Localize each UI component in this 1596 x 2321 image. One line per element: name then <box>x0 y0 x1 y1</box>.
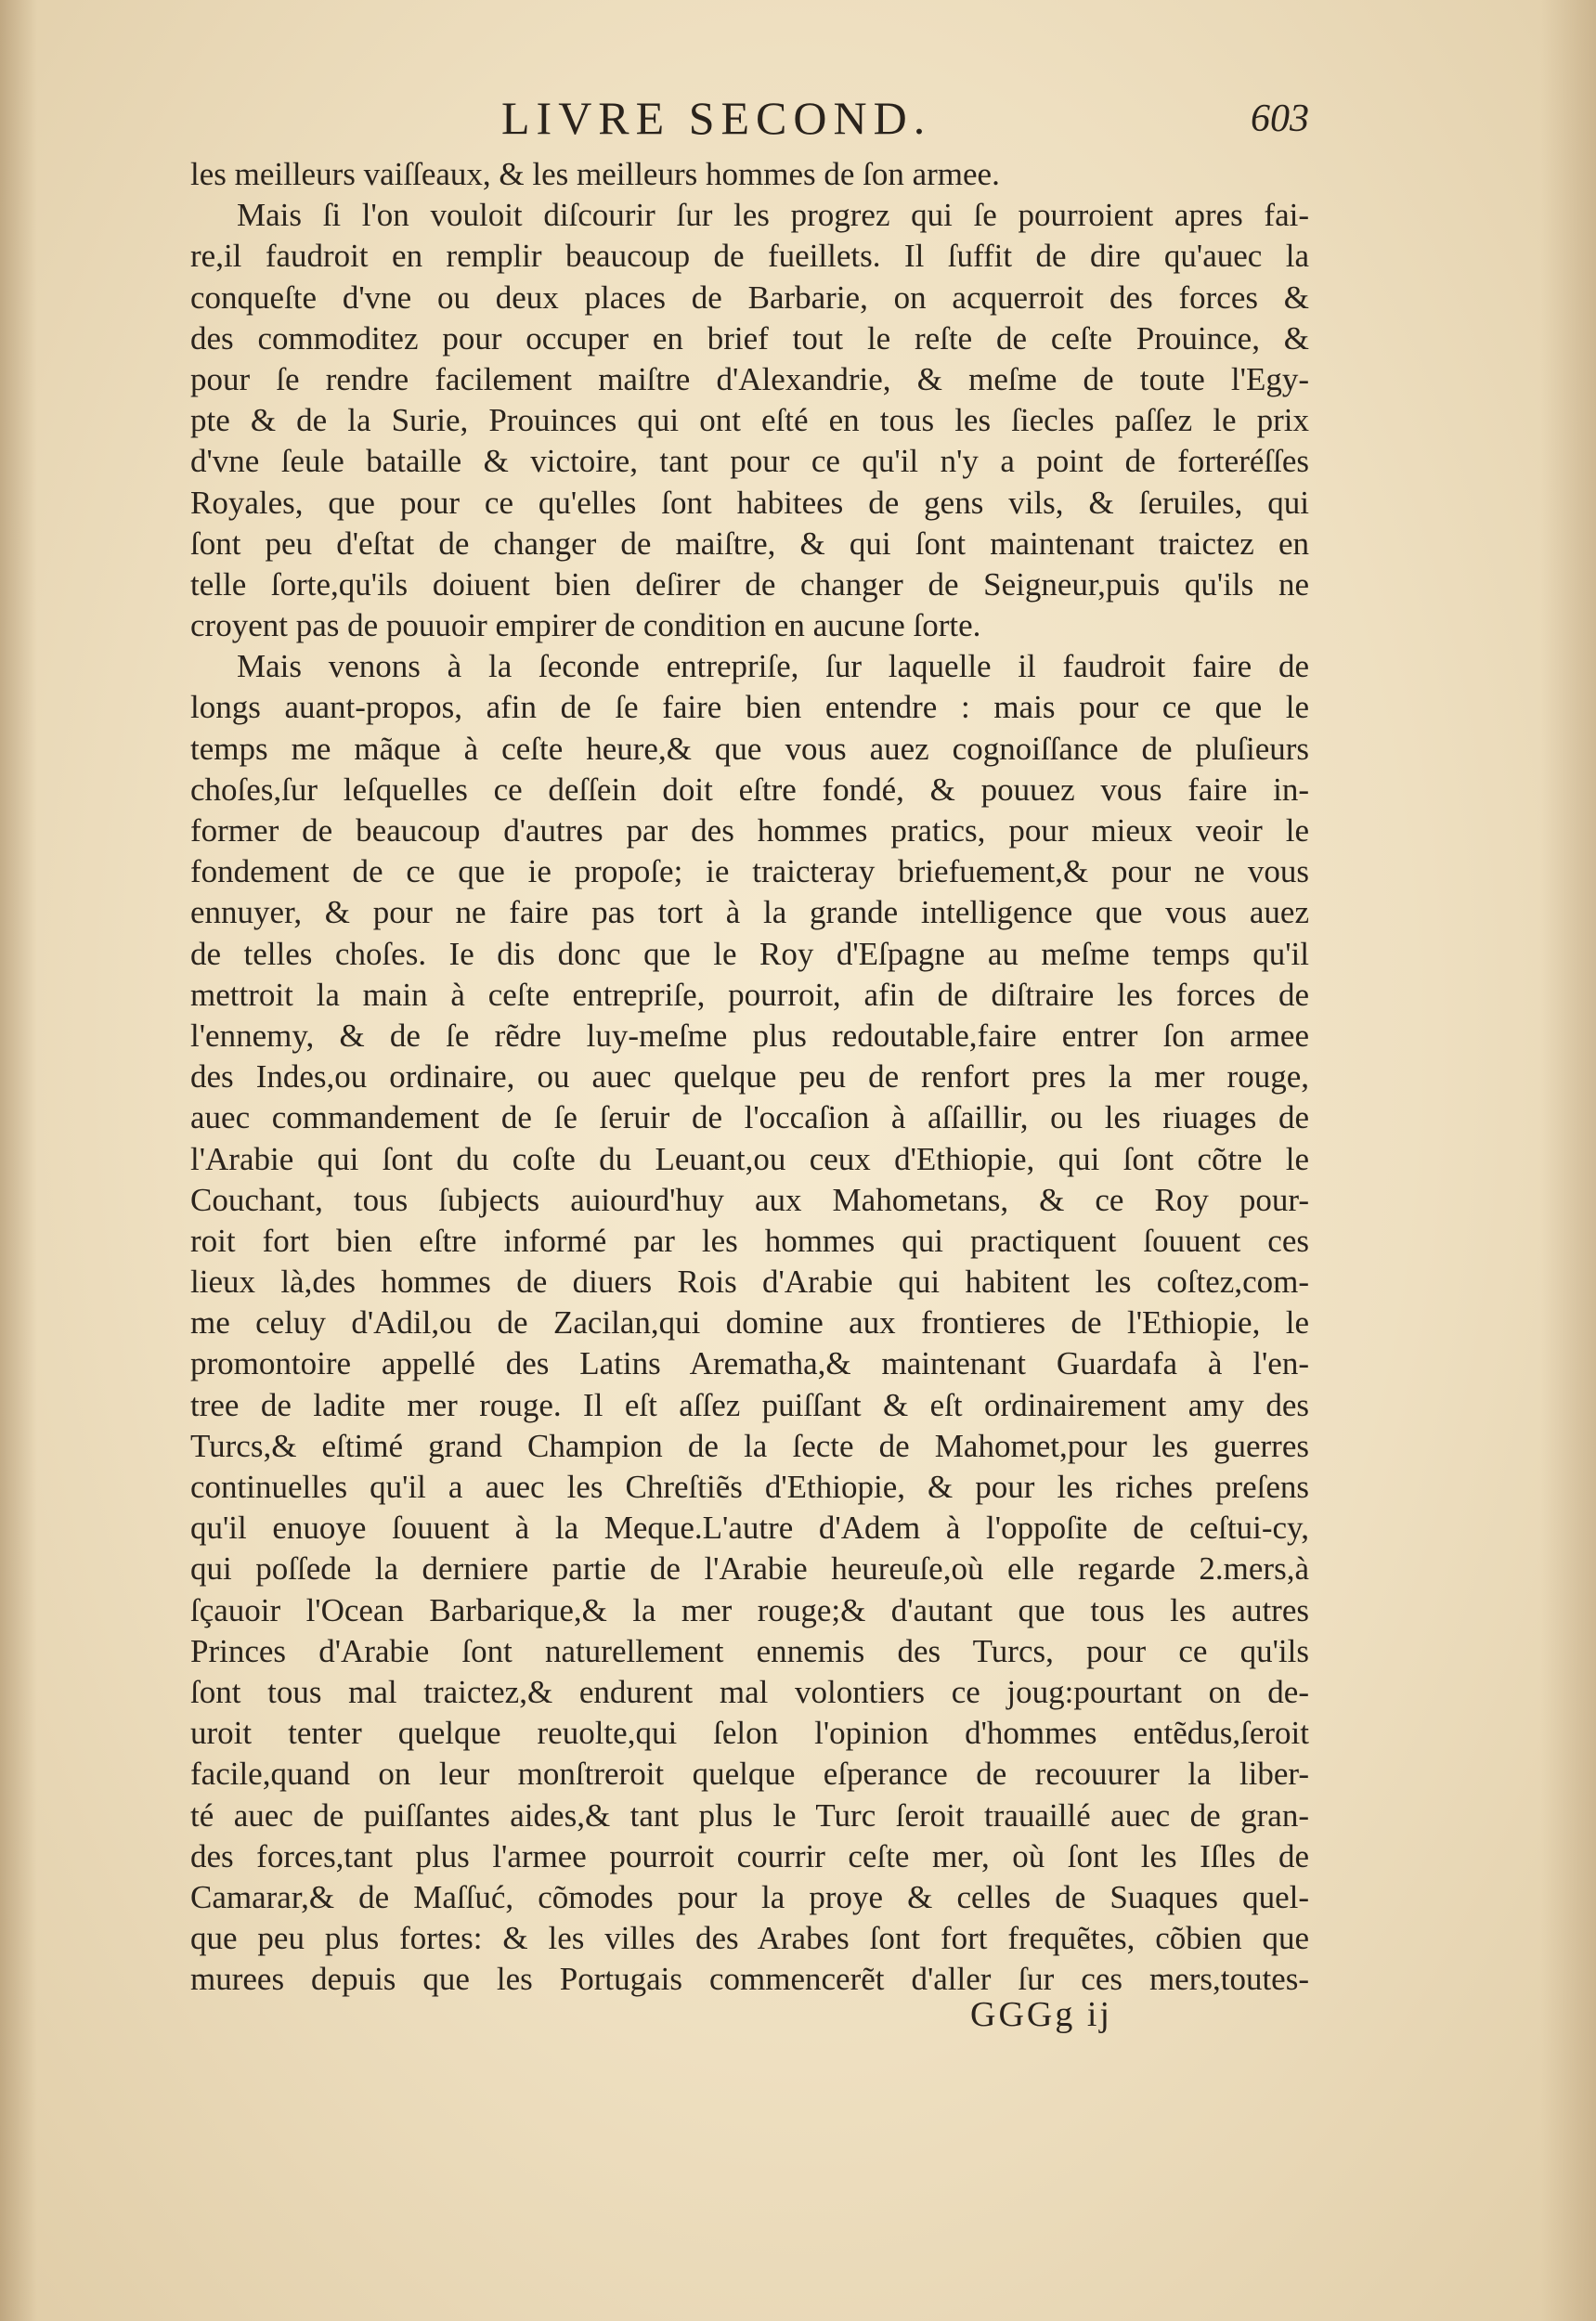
text-line: uroit tenter quelque reuolte,qui ſelon l'opinion d'hommes entẽdus,ſeroit <box>190 1715 1309 1752</box>
text-line: lieux là,des hommes de diuers Rois d'Arabie qui habitent les coſtez,com- <box>190 1264 1309 1301</box>
text-line: pte & de la Surie, Prouinces qui ont eſté en tous les ſiecles paſſez le prix <box>190 402 1309 439</box>
text-line: choſes,ſur leſquelles ce deſſein doit eſtre fondé, & pouuez vous faire in- <box>190 771 1309 808</box>
text-line: auec commandement de ſe ſeruir de l'occaſion à aſſaillir, ou les riuages de <box>190 1099 1309 1136</box>
text-line: Camarar,& de Maſſuć, cõmodes pour la proye & celles de Suaques quel- <box>190 1878 1309 1915</box>
text-line: telle ſorte,qu'ils doiuent bien deſirer de changer de Seigneur,puis qu'ils ne <box>190 565 1309 603</box>
text-line: continuelles qu'il a auec les Chreſtiẽs d'Ethiopie, & pour les riches preſens <box>190 1469 1309 1505</box>
signature-mark: GGGg ij <box>970 1995 1112 2034</box>
text-line: pour ſe rendre facilement maiſtre d'Alexandrie, & meſme de toute l'Egy- <box>190 360 1309 397</box>
text-line: conqueſte d'vne ou deux places de Barbarie, on acquerroit des forces & <box>190 279 1309 316</box>
text-line: Turcs,& eſtimé grand Champion de la ſecte de Mahomet,pour les guerres <box>190 1427 1309 1464</box>
text-line: mettroit la main à ceſte entrepriſe, pourroit, afin de diſtraire les forces de <box>190 976 1309 1013</box>
text-line: fondement de ce que ie propoſe; ie traicteray briefuement,& pour ne vous <box>190 853 1309 890</box>
text-line: l'Arabie qui ſont du coſte du Leuant,ou ceux d'Ethiopie, qui ſont cõtre le <box>190 1140 1309 1177</box>
text-line: longs auant-propos, afin de ſe faire bien entendre : mais pour ce que le <box>190 689 1309 726</box>
text-line: té auec de puiſſantes aides,& tant plus le Turc ſeroit trauaillé auec de gran- <box>190 1796 1309 1834</box>
text-line: des commoditez pour occuper en brief tout le reſte de ceſte Prouince, & <box>190 319 1309 357</box>
text-line: tree de ladite mer rouge. Il eſt aſſez puiſſant & eſt ordinairement amy des <box>190 1386 1309 1423</box>
page-edge-shadow <box>1540 0 1596 2321</box>
text-line: me celuy d'Adil,ou de Zacilan,qui domine aux frontieres de l'Ethiopie, le <box>190 1304 1309 1342</box>
text-line: que peu plus fortes: & les villes des Arabes ſont fort frequẽtes, cõbien que <box>190 1920 1309 1957</box>
text-line: des Indes,ou ordinaire, ou auec quelque peu de renfort pres la mer rouge, <box>190 1058 1309 1096</box>
text-line: murees depuis que les Portugais commencerẽt d'aller ſur ces mers,toutes- <box>190 1961 1309 1998</box>
text-line: Princes d'Arabie ſont naturellement ennemis des Turcs, pour ce qu'ils <box>190 1632 1309 1669</box>
text-line: des forces,tant plus l'armee pourroit courrir ceſte mer, où ſont les Iſles de <box>190 1837 1309 1874</box>
text-line: Mais venons à la ſeconde entrepriſe, ſur laquelle il faudroit faire de <box>237 648 1309 685</box>
text-line: facile,quand on leur monſtreroit quelque eſperance de recouurer la liber- <box>190 1756 1309 1793</box>
page-gutter-shadow <box>0 0 37 2321</box>
text-line: roit fort bien eſtre informé par les hommes qui practiquent ſouuent ces <box>190 1222 1309 1259</box>
text-line: qui poſſede la derniere partie de l'Arabie heureuſe,où elle regarde 2.mers,à <box>190 1550 1309 1588</box>
text-line: l'ennemy, & de ſe rẽdre luy-meſme plus redoutable,faire entrer ſon armee <box>190 1017 1309 1054</box>
text-line: ſçauoir l'Ocean Barbarique,& la mer rouge;& d'autant que tous les autres <box>190 1591 1309 1628</box>
running-head-title: LIVRE SECOND. <box>501 92 932 144</box>
text-line: Mais ſi l'on vouloit diſcourir ſur les progrez qui ſe pourroient apres fai- <box>237 197 1309 234</box>
text-line: de telles choſes. Ie dis donc que le Roy d'Eſpagne au meſme temps qu'il <box>190 935 1309 972</box>
text-line: ennuyer, & pour ne faire pas tort à la grande intelligence que vous auez <box>190 894 1309 931</box>
text-line: Couchant, tous ſubjects auiourd'huy aux Mahometans, & ce Roy pour- <box>190 1181 1309 1218</box>
running-head <box>186 91 1309 156</box>
text-line: qu'il enuoye ſouuent à la Meque.L'autre d'Adem à l'oppoſite de ceſtui-cy, <box>190 1510 1309 1547</box>
text-line: Royales, que pour ce qu'elles ſont habitees de gens vils, & ſeruiles, qui <box>190 484 1309 521</box>
text-line: d'vne ſeule bataille & victoire, tant pour ce qu'il n'y a point de forteréſſes <box>190 443 1309 480</box>
text-line: temps me mãque à ceſte heure,& que vous auez cognoiſſance de pluſieurs <box>190 730 1309 767</box>
text-line: ſont tous mal traictez,& endurent mal volontiers ce joug:pourtant on de- <box>190 1673 1309 1710</box>
text-line: re,il faudroit en remplir beaucoup de fueillets. Il ſuffit de dire qu'auec la <box>190 238 1309 275</box>
text-line: former de beaucoup d'autres par des hommes pratics, pour mieux veoir le <box>190 812 1309 849</box>
page-number: 603 <box>1251 97 1309 140</box>
body-text <box>190 154 1309 2000</box>
text-line: ſont peu d'eſtat de changer de maiſtre, & qui ſont maintenant traictez en <box>190 525 1309 562</box>
text-line: croyent pas de pouuoir empirer de condition en aucune ſorte. <box>190 607 981 644</box>
text-line: les meilleurs vaiſſeaux, & les meilleurs hommes de ſon armee. <box>190 156 1000 192</box>
text-line: promontoire appellé des Latins Arematha,& maintenant Guardafa à l'en- <box>190 1345 1309 1382</box>
